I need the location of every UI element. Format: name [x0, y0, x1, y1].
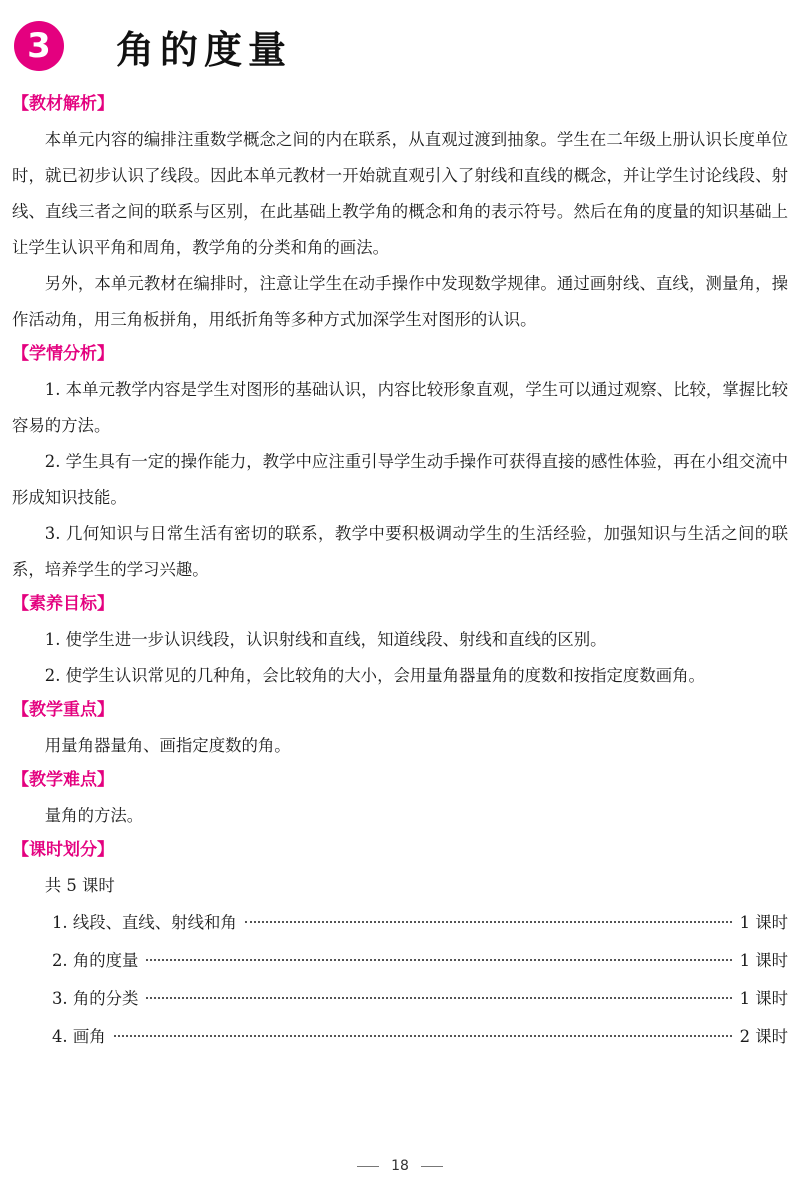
schedule-total: 共 5 课时: [44, 876, 115, 895]
leader-dots: [146, 997, 731, 999]
leader-dots: [245, 921, 732, 923]
schedule-row: [12, 904, 788, 942]
schedule-row-hours: 1 课时: [739, 989, 788, 1008]
section-title-textbook-analysis: 【教材解析】: [12, 94, 114, 114]
paragraph: 1. 使学生进一步认识线段，认识射线和直线，知道线段、射线和直线的区别。: [44, 630, 607, 649]
schedule-row-label: 1. 线段、直线、射线和角: [52, 913, 237, 932]
schedule-row: [12, 942, 788, 980]
schedule-row-hours: 2 课时: [739, 1027, 788, 1046]
content-body: [12, 88, 788, 1056]
schedule-row-label: 3. 角的分类: [52, 989, 139, 1008]
schedule-row-hours: 1 课时: [739, 951, 788, 970]
paragraph: 2. 使学生认识常见的几种角，会比较角的大小，会用量角器量角的度数和按指定度数画角。: [44, 666, 705, 685]
page-footer: [0, 1158, 800, 1174]
schedule-row-hours: 1 课时: [739, 913, 788, 932]
paragraph: 另外，本单元教材在编排时，注意让学生在动手操作中发现数学规律。通过画射线、直线，测量角，操作活动角，用三角板拼角，用纸折角等多种方式加深学生对图形的认识。: [12, 274, 788, 329]
section-title-teaching-difficulty: 【教学难点】: [12, 770, 114, 790]
schedule-row-label: 4. 画角: [52, 1027, 106, 1046]
paragraph: 本单元内容的编排注重数学概念之间的内在联系，从直观过渡到抽象。学生在二年级上册认识长度单位时，就已初步认识了线段。因此本单元教材一开始就直观引入了射线和直线的概念，并让学生讨论线段、射线、直线三者之间的联系与区别，在此基础上教学角的概念和角的表示符号。然后在角的度量的知识基础上让学生认识平角和周角，教学角的分类和角的画法。: [12, 130, 788, 257]
paragraph: 2. 学生具有一定的操作能力，教学中应注重引导学生动手操作可获得直接的感性体验，再在小组交流中形成知识技能。: [12, 452, 788, 507]
paragraph: 用量角器量角、画指定度数的角。: [44, 736, 291, 755]
schedule-row: [12, 1018, 788, 1056]
section-title-teaching-focus: 【教学重点】: [12, 700, 114, 720]
footer-dash-right: [421, 1166, 443, 1167]
paragraph: 3. 几何知识与日常生活有密切的联系，教学中要积极调动学生的生活经验，加强知识与生活之间的联系，培养学生的学习兴趣。: [12, 524, 788, 579]
schedule-row-label: 2. 角的度量: [52, 951, 139, 970]
section-title-learner-analysis: 【学情分析】: [12, 344, 114, 364]
section-title-literacy-goals: 【素养目标】: [12, 594, 114, 614]
leader-dots: [114, 1035, 732, 1037]
paragraph: 1. 本单元教学内容是学生对图形的基础认识，内容比较形象直观，学生可以通过观察、比较，掌握比较容易的方法。: [12, 380, 788, 435]
page-number: 18: [391, 1158, 409, 1174]
unit-header: [14, 16, 292, 76]
unit-title: 角的度量: [116, 27, 293, 72]
footer-dash-left: [357, 1166, 379, 1167]
unit-number-badge: 3: [14, 21, 64, 71]
schedule-row: [12, 980, 788, 1018]
leader-dots: [146, 959, 731, 961]
section-title-lesson-schedule: 【课时划分】: [12, 840, 114, 860]
paragraph: 量角的方法。: [44, 806, 144, 825]
